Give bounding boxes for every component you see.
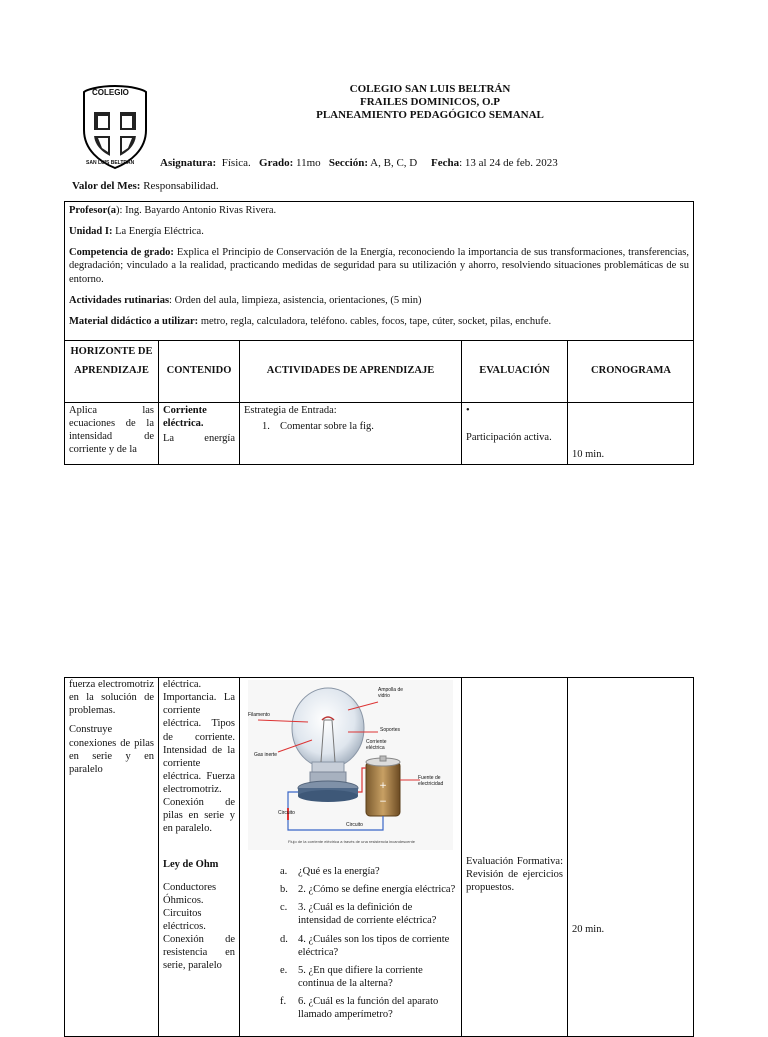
row2-horizonte-p1: fuerza electromotriz en la solución de problemas. [69,679,154,717]
label-filamento: Filamento [248,712,270,718]
row2-evaluacion [462,678,568,1036]
meta-line [160,157,558,171]
logo-top-text: COLEGIO [92,88,129,97]
row1-cronograma [568,403,702,464]
material-label: Material didáctico a utilizar: [69,315,199,327]
header-cronograma-label: CRONOGRAMA [591,365,671,377]
label-circuito-left: Circuito [278,810,295,816]
table-row-1 [64,402,694,465]
svg-text:−: − [379,797,387,807]
header-cronograma [568,340,694,402]
row2-horizonte-p2: Construye conexiones de pilas en serie y en paralelo [69,724,154,775]
label-circuito-bottom: Circuito [346,822,363,828]
row1-contenido [159,403,240,464]
question-item [280,995,458,1021]
question-text: 5. ¿En que difiere la corriente continua de la alterna? [298,964,423,989]
asignatura-value: Física. [221,157,251,169]
table-header-row [64,340,694,403]
competencia-paragraph [69,246,689,285]
school-name: COLEGIO SAN LUIS BELTRÁN [349,83,511,95]
label-corriente: Corriente eléctrica [366,739,387,751]
document-title: PLANEAMIENTO PEDAGÓGICO SEMANAL [316,109,544,121]
question-item [280,883,458,896]
question-letter: a. [280,866,288,877]
row1-estrategia: Estrategia de Entrada: [244,405,337,416]
question-letter: e. [280,964,288,976]
grado-label: Grado: [259,157,294,169]
row2-evaluacion-text: Evaluación Formativa: Revisión de ejercicios propuestos. [466,856,563,894]
row1-bullet: • [466,405,470,416]
asignatura-label: Asignatura: [160,157,217,169]
figure-caption: Flujo de la corriente eléctrica a través de una resistencia incandescente [288,839,415,844]
material-line [69,315,689,328]
row1-item-1-num: 1. [262,421,270,433]
row2-contenido-p1: eléctrica. Importancia. La corriente eléctrica. Tipos de corriente. Intensidad de la corriente eléctrica. Fuerza electromotriz. Conexión de pilas en serie y en paralelo. [163,679,235,835]
seccion-label: Sección: [328,157,369,169]
profesor-label: Profesor(a [69,205,117,216]
label-ampolla: Ampolla de vidrio [378,687,404,699]
row2-horizonte [65,678,159,1036]
seccion-value: A, B, C, D [370,157,418,169]
competencia-value: Explica el Principio de Conservación de la Energía, reconociendo la importancia de sus transformaciones, transferencias, degradación; vinculado a la realidad, practicando medidas de seguridad para su utilización y ahorro, resolviendo situaciones problemáticas de su entorno. [69,247,689,285]
table-row-2 [64,677,694,1037]
material-value: metro, regla, calculadora, teléfono. cables, focos, tape, cúter, socket, pilas, enchufe. [200,315,552,327]
order-name: FRAILES DOMINICOS, O.P [360,96,500,108]
unidad-line [69,225,689,238]
header-contenido [159,340,240,402]
actividades-label: Actividades rutinarias [69,294,170,306]
question-text: 6. ¿Cuál es la función del aparato llamado amperímetro? [298,996,439,1021]
question-letter: d. [280,933,288,945]
row1-item-1-text: Comentar sobre la fig. [280,421,374,433]
fecha-label: Fecha [430,157,460,169]
valor-label: Valor del Mes: [72,180,141,192]
school-logo [80,82,150,170]
lightbulb-circuit-figure [248,680,453,850]
unidad-value: La Energía Eléctrica. [115,226,204,238]
profesor-value: ): Ing. Bayardo Antonio Rivas Rivera. [116,205,277,216]
actividades-line [69,294,689,307]
valor-line [72,180,219,192]
info-box [64,201,694,341]
row1-contenido-text: La energía [163,433,235,445]
label-soportes: Soportes [380,727,401,733]
question-text: 2. ¿Cómo se define energía eléctrica? [298,884,456,896]
question-item [280,901,458,927]
row1-cronograma-text: 10 min. [572,448,605,460]
questions-list [280,865,458,1026]
row2-ley-title: Ley de Ohm [163,858,219,870]
header-evaluacion-label: EVALUACIÓN [479,365,550,377]
question-letter: c. [280,902,288,914]
question-letter: b. [280,884,288,896]
label-fuente: Fuente de electricidad [418,775,444,787]
question-item [280,933,458,959]
header-contenido-label: CONTENIDO [166,365,232,377]
label-gas: Gas inerte [254,752,278,758]
profesor-line [69,204,689,217]
svg-text:+: + [379,781,387,791]
row1-evaluacion-text: Participación activa. [466,432,552,444]
row2-contenido [159,678,240,1036]
header-evaluacion [462,340,568,402]
question-text: 4. ¿Cuáles son los tipos de corriente eléctrica? [298,933,450,958]
row1-horizonte: Aplica las ecuaciones de la intensidad de corriente y de la [65,403,159,464]
question-item [280,865,458,878]
valor-value: Responsabilidad. [143,180,219,192]
fecha-value: : 13 al 24 de feb. 2023 [459,157,558,169]
header-horizonte [65,340,159,402]
grado-value: 11mo [296,157,321,169]
row2-cronograma [568,678,694,1036]
header-actividades-label: ACTIVIDADES DE APRENDIZAJE [266,365,435,377]
row1-contenido-title: Corriente eléctrica. [163,405,207,430]
unidad-label: Unidad I: [69,226,113,238]
row2-contenido-p2: Conductores Óhmicos. Circuitos eléctricos. Conexión de resistencia en serie, paralelo [163,881,235,972]
question-text: 3. ¿Cuál es la definición de intensidad de corriente eléctrica? [298,902,437,927]
header-actividades [240,340,462,402]
row1-actividades [240,403,462,464]
question-item [280,964,458,990]
row2-cronograma-text: 20 min. [572,924,605,935]
row1-item-1 [244,420,457,433]
question-letter: f. [280,996,287,1007]
actividades-value: : Orden del aula, limpieza, asistencia, orientaciones, (5 min) [169,294,422,306]
header-horizonte-label: HORIZONTE DE APRENDIZAJE [70,346,153,376]
competencia-label: Competencia de grado: [69,247,174,259]
row2-actividades [240,678,462,1036]
logo-bottom-text: SAN LUIS BELTRÁN [86,160,135,166]
question-text: ¿Qué es la energía? [298,866,380,877]
row1-evaluacion [462,403,568,464]
